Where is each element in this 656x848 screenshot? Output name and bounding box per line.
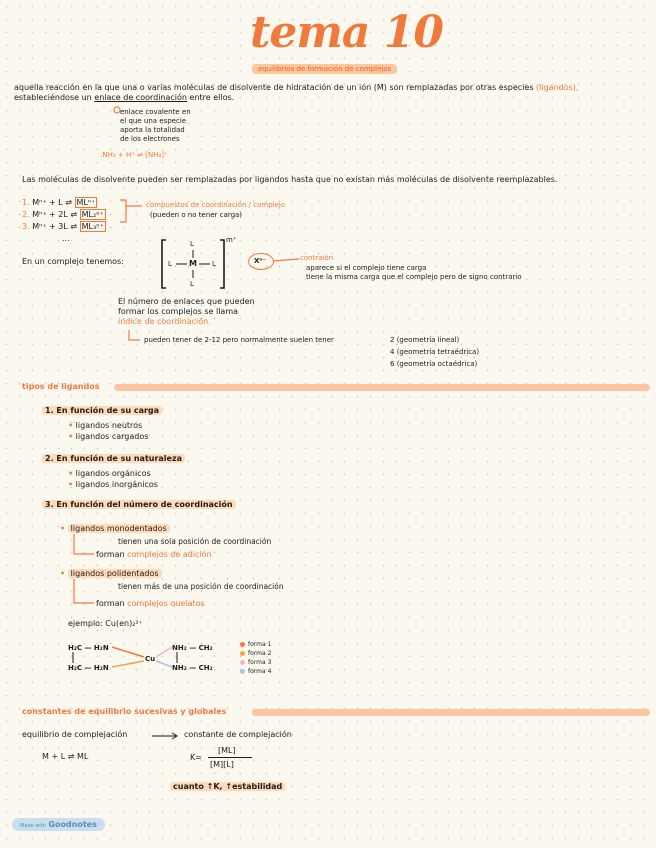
types-section-bar xyxy=(114,384,650,391)
group-2-title-text: 2. En función de su naturaleza xyxy=(42,454,185,463)
equation-row-1 xyxy=(22,198,97,208)
coordination-arrow xyxy=(126,330,146,350)
legend-label-3: forma 3 xyxy=(248,659,272,666)
coordination-range: pueden tener de 2-12 pero normalmente suelen tener xyxy=(144,336,334,344)
molecule-left-top: H₂C — H₂N xyxy=(68,644,109,652)
equation-row-3 xyxy=(22,222,106,232)
intro-note-4: de los electrones xyxy=(120,135,180,143)
bullet-icon: • xyxy=(68,421,74,430)
group-1-title-text: 1. En función de su carga xyxy=(42,406,162,415)
coordination-text-1: El número de enlaces que pueden xyxy=(118,297,255,306)
poli-forman: forman xyxy=(96,599,125,608)
intro-enlace-term: enlace de coordinación xyxy=(94,93,187,102)
contraion-arrow xyxy=(273,256,303,266)
group-1-title xyxy=(42,406,162,416)
intro-note-3: aporta la totalidad xyxy=(120,126,185,134)
coordination-index-term: índice de coordinación. xyxy=(118,317,211,326)
geometry-label-1: (geometría lineal) xyxy=(396,336,460,344)
group-2-item-2-text: ligandos inorgánicos xyxy=(75,480,158,489)
geometry-row-1 xyxy=(390,336,459,345)
badge-small-text: Made with xyxy=(20,823,46,829)
group-1-item-2-text: ligandos cargados xyxy=(75,432,149,441)
molecule-bonds xyxy=(60,640,240,680)
stability-conclusion-text: cuanto ↑K, ↑estabilidad xyxy=(170,782,285,791)
k-numerator: [ML] xyxy=(218,746,236,755)
badge-brand-text: Goodnotes xyxy=(48,820,97,829)
equation-num-1: 1. xyxy=(22,198,30,207)
molecule-left-bottom: H₂C — H₂N xyxy=(68,664,109,672)
complexation-reaction: M + L ⇌ ML xyxy=(42,752,89,761)
legend-label-2: forma 2 xyxy=(248,650,272,657)
bond-legend xyxy=(240,640,271,676)
intro-ligandos-term: (ligandos), xyxy=(536,83,579,92)
legend-label-4: forma 4 xyxy=(248,668,272,675)
complex-center: M xyxy=(189,259,197,268)
page-title: tema 10 xyxy=(250,7,443,58)
equation-prod-3: ML₃ⁿ⁺ xyxy=(81,222,104,231)
ligands-paragraph: Las moléculas de disolvente pueden ser remplazadas por ligandos hasta que no existan más moléculas de disolvente reemplazables. xyxy=(22,175,558,184)
constants-section-bar xyxy=(252,709,650,716)
intro-note xyxy=(120,108,191,144)
bullet-icon: • xyxy=(68,480,74,489)
legend-dot-3 xyxy=(240,660,245,665)
intro-line-2 xyxy=(14,93,234,103)
geometry-row-2 xyxy=(390,348,479,357)
mono-item xyxy=(60,524,170,534)
k-fraction-bar xyxy=(208,757,252,758)
equation-lhs-1: Mⁿ⁺ + L ⇌ xyxy=(32,198,72,207)
molecule-right-top: NH₂ — CH₂ xyxy=(172,644,213,652)
equilibrium-label: equilibrio de complejación xyxy=(22,730,128,739)
coordination-text-2: formar los complejos se llama xyxy=(118,307,239,316)
legend-item-1 xyxy=(240,640,271,649)
intro-note-2: el que una especie xyxy=(120,117,187,125)
complex-ligand-right: L xyxy=(212,260,216,268)
equation-dots: ... xyxy=(62,234,70,243)
k-denominator: [M][L] xyxy=(210,760,234,769)
equilibrium-arrow xyxy=(152,731,182,741)
complex-ligand-top: L xyxy=(190,240,194,248)
legend-dot-4 xyxy=(240,669,245,674)
goodnotes-badge xyxy=(12,818,105,831)
stability-conclusion xyxy=(170,782,285,792)
equation-prod-1: MLⁿ⁺ xyxy=(76,198,96,207)
group-2-title xyxy=(42,454,185,464)
mono-forman: forman xyxy=(96,550,125,559)
legend-item-3 xyxy=(240,658,271,667)
mono-result-text: complejos de adición xyxy=(127,550,212,559)
legend-item-2 xyxy=(240,649,271,658)
equation-prod-2: ML₂ⁿ⁺ xyxy=(81,210,104,219)
bullet-icon: • xyxy=(60,524,66,533)
group-2-item-1 xyxy=(68,469,151,479)
bullet-icon: • xyxy=(60,569,66,578)
intro-example: :NH₃ + H⁺ ⇌ [NH₄]⁺ xyxy=(100,151,168,159)
group-1-item-1-text: ligandos neutros xyxy=(75,421,143,430)
equation-num-2: 2. xyxy=(22,210,30,219)
geometry-row-3 xyxy=(390,360,477,369)
types-section-title: tipos de ligandos xyxy=(22,382,100,391)
geometry-label-3: (geometría octaédrica) xyxy=(396,360,478,368)
poli-result-text: complejos quelatos xyxy=(127,599,205,608)
equation-num-3: 3. xyxy=(22,222,30,231)
complex-charge: m⁺ xyxy=(226,236,237,244)
group-2-item-1-text: ligandos orgánicos xyxy=(75,469,151,478)
constants-section-title: constantes de equilibrio sucesivas y globales xyxy=(22,707,227,716)
intro-note-1: enlace covalente en xyxy=(120,108,191,116)
geometry-num-3: 6 xyxy=(390,360,395,368)
legend-dot-1 xyxy=(240,642,245,647)
contraion-note-2: tiene la misma carga que el complejo pero de signo contrario xyxy=(306,273,522,281)
k-prefix: K= xyxy=(190,753,202,762)
molecule-center: Cu xyxy=(145,655,156,663)
poli-item-text: ligandos polidentados xyxy=(68,569,162,578)
equation-row-2 xyxy=(22,210,106,220)
group-2-item-2 xyxy=(68,480,158,490)
equilibrium-result: constante de complejación xyxy=(184,730,292,739)
poli-item xyxy=(60,569,162,579)
equation-lhs-2: Mⁿ⁺ + 2L ⇌ xyxy=(32,210,78,219)
geometry-label-2: (geometría tetraédrica) xyxy=(396,348,480,356)
legend-item-4 xyxy=(240,667,271,676)
bullet-icon: • xyxy=(68,432,74,441)
legend-dot-2 xyxy=(240,651,245,656)
complex-ligand-bottom: L xyxy=(190,280,194,288)
complex-label: En un complejo tenemos: xyxy=(22,257,124,266)
equation-annotation-black: (pueden o no tener carga) xyxy=(150,211,243,219)
bullet-icon: • xyxy=(68,469,74,478)
intro-line-1 xyxy=(14,83,578,93)
poli-desc: tienen más de una posición de coordinación xyxy=(118,582,284,591)
contraion-note-1: aparece si el complejo tiene carga xyxy=(306,264,427,272)
group-1-item-2 xyxy=(68,432,148,442)
group-3-title-text: 3. En función del número de coordinación xyxy=(42,500,236,509)
group-1-item-1 xyxy=(68,421,142,431)
complex-structure xyxy=(160,236,240,296)
equation-lhs-3: Mⁿ⁺ + 3L ⇌ xyxy=(32,222,78,231)
equation-annotation-orange: compuestos de coordinación / complejo xyxy=(146,201,286,209)
intro-line-1-text: aquella reacción en la que una o varias moléculas de disolvente de hidratación de un ión (M) son remplazadas por otras especies xyxy=(14,83,534,92)
mono-result xyxy=(96,550,212,560)
group-3-title xyxy=(42,500,236,510)
intro-line-2-a: estableciéndose un xyxy=(14,93,92,102)
geometry-num-1: 2 xyxy=(390,336,395,344)
molecule-right-bottom: NH₂ — CH₂ xyxy=(172,664,213,672)
mono-desc: tienen una sola posición de coordinación xyxy=(118,537,272,546)
contraion-symbol: Xⁿ⁻ xyxy=(254,257,267,265)
complex-ligand-left: L xyxy=(168,260,172,268)
example-label: ejemplo: Cu(en)₂²⁺ xyxy=(68,619,143,628)
mono-item-text: ligandos monodentados xyxy=(68,524,170,533)
geometry-num-2: 4 xyxy=(390,348,395,356)
legend-label-1: forma 1 xyxy=(248,641,272,648)
contraion-label: contraión xyxy=(300,254,334,262)
poli-result xyxy=(96,599,205,609)
page-subtitle: equilibrios de formación de complejos xyxy=(252,64,397,74)
intro-line-2-c: entre ellos. xyxy=(189,93,235,102)
